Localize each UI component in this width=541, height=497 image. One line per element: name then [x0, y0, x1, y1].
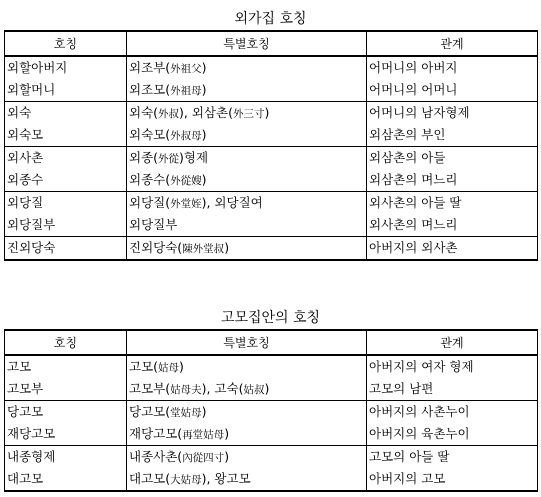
special-term-line [129, 214, 366, 236]
relation-text: 외삼촌의 아들 [369, 150, 446, 165]
term-text: 대고모 [7, 471, 44, 486]
term-text: 외숙 [7, 105, 32, 120]
term-text: 내종형제 [7, 449, 56, 464]
relation-text: 외삼촌의 부인 [369, 127, 446, 142]
special-term-cell [127, 446, 367, 492]
term-cell [5, 192, 127, 237]
hangul-text: )형제 [179, 150, 209, 165]
term-cell [5, 401, 127, 446]
relation-text: 아버지의 육촌누이 [369, 426, 470, 441]
hangul-text: ), 외당질여 [201, 195, 263, 210]
hangul-text: ), 외삼촌( [179, 105, 233, 120]
relation-cell [367, 102, 538, 147]
special-term-line [129, 356, 366, 378]
term-text: 외종수 [7, 172, 44, 187]
relation-text: 아버지의 외사촌 [369, 240, 458, 255]
relation-text: 고모의 아들 딸 [369, 449, 450, 464]
column-header-special-term: 특별호칭 [127, 330, 367, 355]
maternal-family-section [4, 8, 537, 261]
hanja-text: 內從四寸 [182, 452, 225, 464]
hanja-text: 再堂姑母 [182, 429, 225, 441]
table-row [5, 237, 538, 261]
relation-cell [367, 446, 538, 492]
relation-text: 어머니의 남자형제 [369, 105, 470, 120]
special-term-cell [127, 237, 367, 261]
hangul-text: ) [224, 449, 230, 464]
relation-text: 아버지의 고모 [369, 471, 446, 486]
relation-text: 외사촌의 아들 딸 [369, 195, 462, 210]
table-row [5, 355, 538, 401]
term-cell [5, 56, 127, 102]
special-term-line [129, 169, 366, 191]
hangul-text: 재당고모( [129, 426, 183, 441]
hanja-text: 外從嫂 [170, 175, 202, 187]
special-term-line [129, 446, 366, 468]
term-text: 고모부 [7, 381, 44, 396]
hanja-text: 外從 [158, 153, 180, 165]
relation-cell [367, 147, 538, 192]
term-text: 외당질 [7, 195, 44, 210]
hanja-text: 堂姑母 [170, 407, 202, 419]
hanja-text: 外祖父 [170, 63, 202, 75]
table-row [5, 446, 538, 492]
relation-text: 외삼촌의 며느리 [369, 172, 458, 187]
special-term-cell [127, 355, 367, 401]
paternal-aunt-family-title: 고모집안의 호칭 [220, 310, 321, 326]
hangul-text: ), 왕고모 [201, 471, 251, 486]
maternal-family-title: 외가집 호칭 [234, 11, 307, 27]
hangul-text: ) [201, 172, 207, 187]
term-text: 외할머니 [7, 82, 56, 97]
hangul-text: ) [264, 381, 270, 396]
hangul-text: 외숙( [129, 105, 159, 120]
hangul-text: 외조부( [129, 60, 171, 75]
column-header-term: 호칭 [5, 31, 127, 56]
table-header-row [5, 31, 538, 56]
special-term-line [129, 237, 366, 259]
hanja-text: 外祖母 [170, 85, 202, 97]
term-cell [5, 102, 127, 147]
hangul-text: ) [264, 105, 270, 120]
special-term-line [129, 147, 366, 169]
special-term-line [129, 124, 366, 146]
hangul-text: ) [224, 426, 230, 441]
term-cell [5, 446, 127, 492]
term-text: 당고모 [7, 404, 44, 419]
hangul-text: 외종수( [129, 172, 171, 187]
term-text: 외숙모 [7, 127, 44, 142]
table-row [5, 147, 538, 192]
relation-cell [367, 355, 538, 401]
hangul-text: 대고모( [129, 471, 171, 486]
table-row [5, 401, 538, 446]
hanja-text: 姑母 [158, 362, 180, 374]
special-term-line [129, 378, 366, 400]
special-term-cell [127, 192, 367, 237]
hanja-text: 外三寸 [232, 108, 265, 120]
column-header-relation: 관계 [367, 31, 538, 56]
column-header-special-term: 특별호칭 [127, 31, 367, 56]
special-term-line [129, 102, 366, 124]
term-text: 진외당숙 [7, 240, 56, 255]
table-header-row [5, 330, 538, 355]
special-term-line [129, 468, 366, 490]
special-term-line [129, 79, 366, 101]
hanja-text: 大姑母 [170, 474, 202, 486]
relation-cell [367, 237, 538, 261]
hanja-text: 外叔 [158, 108, 180, 120]
hangul-text: 고모( [129, 359, 159, 374]
term-text: 고모 [7, 359, 32, 374]
term-text: 외당질부 [7, 217, 56, 232]
table-row [5, 56, 538, 102]
table-row [5, 102, 538, 147]
paternal-aunt-family-table [4, 329, 538, 492]
hangul-text: 외당질부 [129, 217, 178, 232]
special-term-line [129, 192, 366, 214]
special-term-cell [127, 56, 367, 102]
column-header-term: 호칭 [5, 330, 127, 355]
relation-text: 고모의 남편 [369, 381, 434, 396]
special-term-line [129, 57, 366, 79]
hangul-text: ) [224, 240, 230, 255]
term-text: 외할아버지 [7, 60, 68, 75]
special-term-cell [127, 147, 367, 192]
hangul-text: 내종사촌( [129, 449, 183, 464]
special-term-line [129, 401, 366, 423]
hangul-text: 고모부( [129, 381, 171, 396]
term-text: 재당고모 [7, 426, 56, 441]
relation-text: 어머니의 아버지 [369, 60, 458, 75]
hangul-text: 외조모( [129, 82, 171, 97]
relation-text: 어머니의 어머니 [369, 82, 458, 97]
table-row [5, 192, 538, 237]
special-term-cell [127, 401, 367, 446]
hangul-text: ) [179, 359, 184, 374]
hangul-text: ) [201, 82, 207, 97]
hanja-text: 姑叔 [243, 384, 265, 396]
hanja-text: 外叔母 [170, 130, 202, 142]
relation-text: 아버지의 사촌누이 [369, 404, 470, 419]
maternal-family-body [5, 56, 538, 260]
hangul-text: ), 고숙( [201, 381, 244, 396]
hanja-text: 姑母夫 [170, 384, 202, 396]
relation-cell [367, 56, 538, 102]
column-header-relation: 관계 [367, 330, 538, 355]
hangul-text: 외숙모( [129, 127, 171, 142]
hanja-text: 陳外堂叔 [182, 243, 225, 255]
term-cell [5, 147, 127, 192]
hangul-text: 외당질( [129, 195, 171, 210]
relation-cell [367, 401, 538, 446]
hangul-text: ) [201, 127, 207, 142]
term-cell [5, 237, 127, 261]
hanja-text: 外堂姪 [170, 198, 202, 210]
hangul-text: 외종( [129, 150, 159, 165]
relation-text: 아버지의 여자 형제 [369, 359, 474, 374]
relation-cell [367, 192, 538, 237]
special-term-cell [127, 102, 367, 147]
special-term-line [129, 423, 366, 445]
hangul-text: ) [201, 404, 207, 419]
paternal-aunt-family-section [4, 307, 537, 492]
maternal-family-table [4, 30, 538, 261]
hangul-text: 진외당숙( [129, 240, 183, 255]
hangul-text: ) [201, 60, 207, 75]
term-text: 외사촌 [7, 150, 44, 165]
term-cell [5, 355, 127, 401]
hangul-text: 당고모( [129, 404, 171, 419]
relation-text: 외사촌의 며느리 [369, 217, 458, 232]
paternal-aunt-family-body [5, 355, 538, 491]
